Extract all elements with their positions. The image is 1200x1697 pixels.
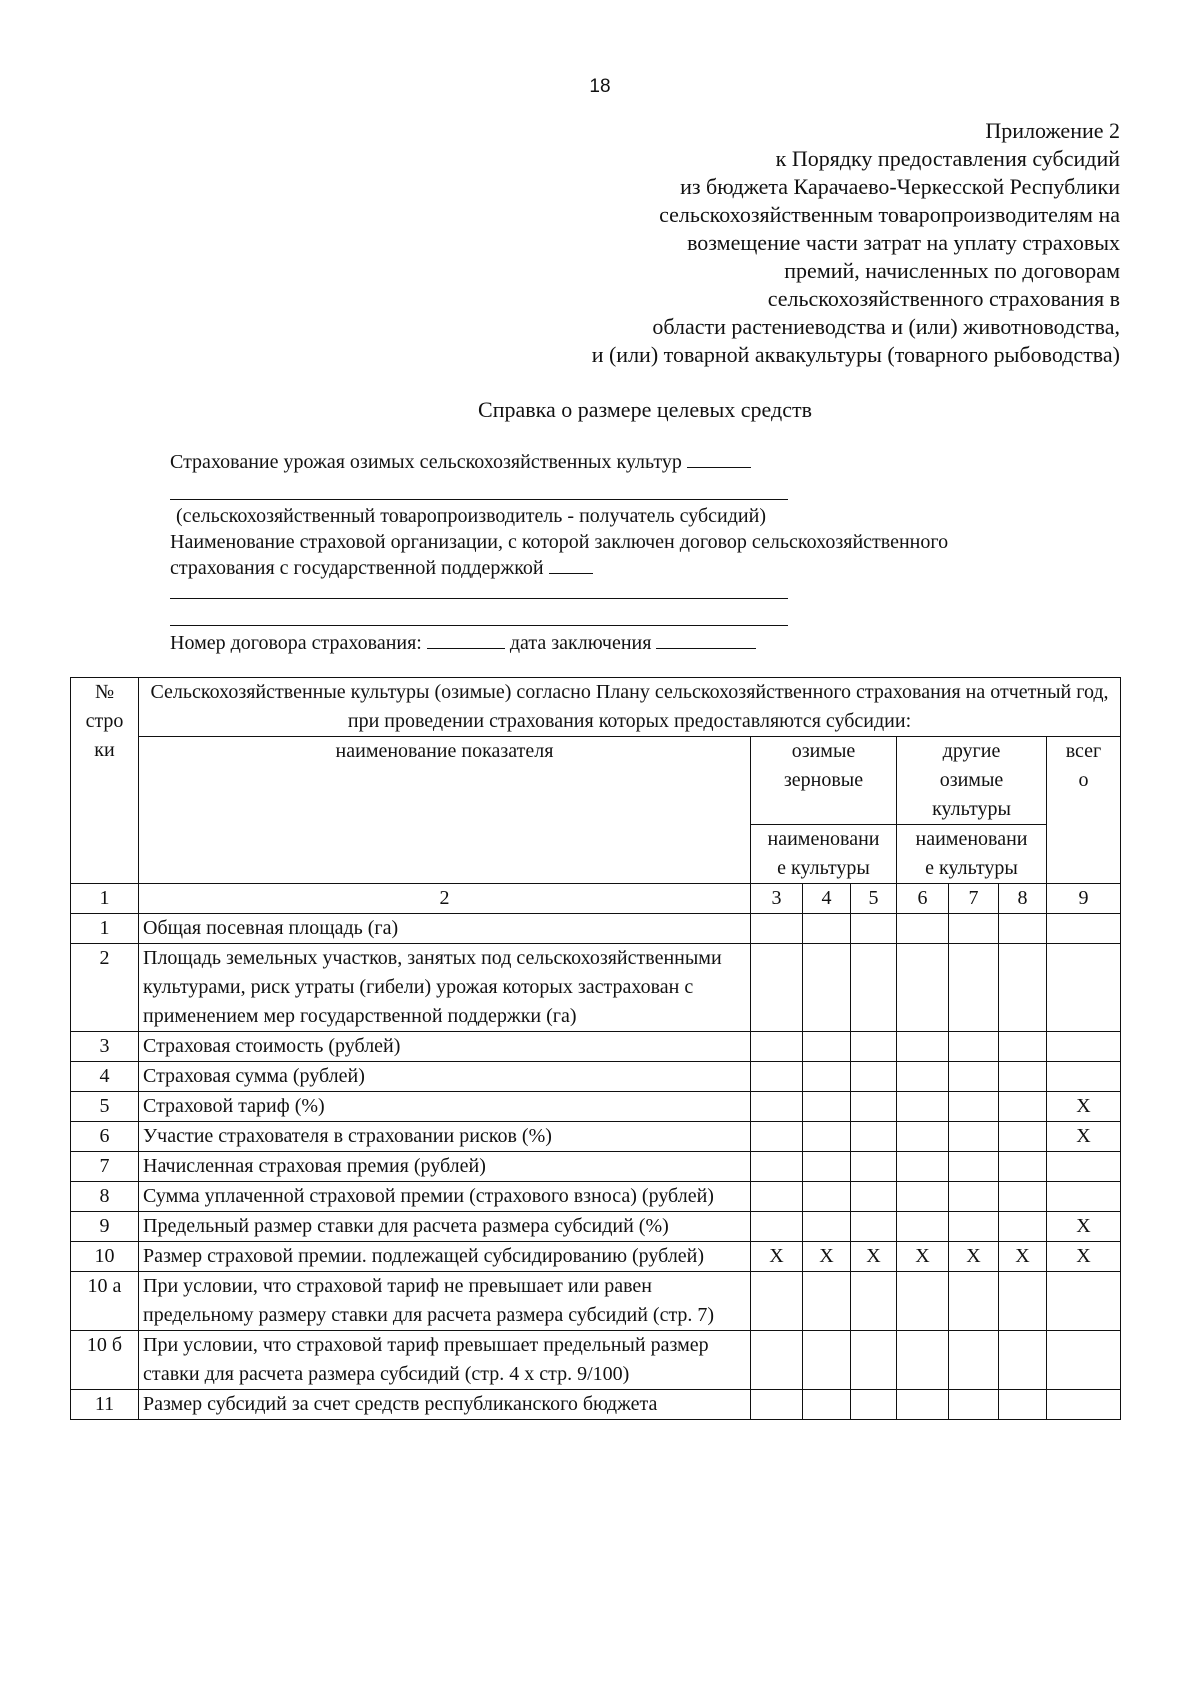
indicator-cell: Размер страховой премии. подлежащей субсидированию (рублей) (139, 1242, 751, 1272)
value-cell[interactable] (1047, 1390, 1121, 1420)
value-cell: X (751, 1242, 803, 1272)
column-number: 5 (851, 884, 897, 914)
table-row (71, 1062, 1121, 1092)
value-cell[interactable] (751, 1062, 803, 1092)
other-crop-name-header (897, 825, 1047, 884)
row-number-cell: 9 (71, 1212, 139, 1242)
row-number-cell: 8 (71, 1182, 139, 1212)
value-cell[interactable] (851, 1331, 897, 1390)
value-cell[interactable] (751, 1331, 803, 1390)
indicator-cell: При условии, что страховой тариф превышает предельный размер ставки для расчета размера субсидий (стр. 4 х стр. 9/100) (139, 1331, 751, 1390)
value-cell[interactable] (851, 1032, 897, 1062)
indicator-cell: Сумма уплаченной страховой премии (страхового взноса) (рублей) (139, 1182, 751, 1212)
value-cell: X (897, 1242, 949, 1272)
contract-number-label: Номер договора страхования: (170, 632, 422, 654)
header-text: зерновые (783, 769, 864, 791)
column-number: 4 (803, 884, 851, 914)
value-cell[interactable] (751, 944, 803, 1032)
value-cell[interactable] (949, 1212, 999, 1242)
value-cell[interactable] (851, 944, 897, 1032)
indicator-cell: Общая посевная площадь (га) (139, 914, 751, 944)
column-number: 2 (139, 884, 751, 914)
value-cell: X (1047, 1212, 1121, 1242)
appendix-line: сельскохозяйственным товаропроизводителям на (659, 202, 1120, 227)
value-cell[interactable] (897, 1032, 949, 1062)
value-cell[interactable] (851, 1390, 897, 1420)
contract-field-row (170, 630, 1070, 656)
value-cell[interactable] (803, 944, 851, 1032)
header-text: другие (942, 740, 1001, 762)
value-cell[interactable] (1047, 1032, 1121, 1062)
row-number-cell: 3 (71, 1032, 139, 1062)
row-number-cell: 10 а (71, 1272, 139, 1331)
column-number-row (71, 884, 1121, 914)
value-cell[interactable] (851, 1062, 897, 1092)
table-row (71, 1390, 1121, 1420)
value-cell[interactable] (999, 1331, 1047, 1390)
row-number-cell: 7 (71, 1152, 139, 1182)
table-row (71, 914, 1121, 944)
appendix-line: сельскохозяйственного страхования в (767, 286, 1120, 311)
appendix-block (420, 117, 1120, 369)
value-cell[interactable] (999, 1182, 1047, 1212)
value-cell[interactable] (949, 1032, 999, 1062)
value-cell[interactable] (897, 1122, 949, 1152)
indicator-cell: Страховая стоимость (рублей) (139, 1032, 751, 1062)
insurer-blank-line-1[interactable] (170, 598, 788, 599)
column-number: 3 (751, 884, 803, 914)
value-cell[interactable] (803, 1182, 851, 1212)
table-row (71, 1272, 1121, 1331)
value-cell[interactable] (751, 1182, 803, 1212)
value-cell[interactable] (1047, 1152, 1121, 1182)
indicator-header: наименование показателя (139, 737, 751, 884)
appendix-line: возмещение части затрат на уплату страховых (687, 230, 1120, 255)
row-number-cell: 2 (71, 944, 139, 1032)
indicator-cell: Размер субсидий за счет средств республиканского бюджета (139, 1390, 751, 1420)
value-cell[interactable] (999, 1032, 1047, 1062)
value-cell: X (999, 1242, 1047, 1272)
value-cell[interactable] (851, 1152, 897, 1182)
value-cell[interactable] (949, 1182, 999, 1212)
value-cell[interactable] (897, 1272, 949, 1331)
value-cell[interactable] (999, 1122, 1047, 1152)
value-cell[interactable] (1047, 914, 1121, 944)
value-cell[interactable] (999, 914, 1047, 944)
value-cell[interactable] (999, 1092, 1047, 1122)
value-cell[interactable] (803, 1032, 851, 1062)
contract-number-blank[interactable] (427, 630, 505, 649)
column-number: 1 (71, 884, 139, 914)
value-cell: X (851, 1242, 897, 1272)
header-text: о (1078, 769, 1089, 791)
row-number-cell: 10 б (71, 1331, 139, 1390)
insurance-field-row (170, 449, 1070, 475)
column-number: 6 (897, 884, 949, 914)
value-cell[interactable] (751, 1390, 803, 1420)
value-cell: X (803, 1242, 851, 1272)
appendix-line: и (или) товарной аквакультуры (товарного рыбоводства) (591, 342, 1120, 367)
value-cell[interactable] (999, 1390, 1047, 1420)
value-cell[interactable] (949, 1122, 999, 1152)
target-funds-table (70, 677, 1121, 1420)
value-cell[interactable] (949, 1272, 999, 1331)
value-cell[interactable] (949, 1152, 999, 1182)
value-cell[interactable] (803, 1272, 851, 1331)
value-cell[interactable] (897, 1092, 949, 1122)
indicator-cell: Начисленная страховая премия (рублей) (139, 1152, 751, 1182)
value-cell[interactable] (897, 1182, 949, 1212)
value-cell[interactable] (851, 1122, 897, 1152)
value-cell[interactable] (897, 1390, 949, 1420)
value-cell[interactable] (999, 1272, 1047, 1331)
insurer-label-line1: Наименование страховой организации, с которой заключен договор сельскохозяйственного (170, 531, 949, 553)
row-number-cell: 10 (71, 1242, 139, 1272)
appendix-line: из бюджета Карачаево-Черкесской Республики (680, 174, 1120, 199)
indicator-cell: Предельный размер ставки для расчета размера субсидий (%) (139, 1212, 751, 1242)
value-cell[interactable] (751, 914, 803, 944)
table-row (71, 1032, 1121, 1062)
value-cell[interactable] (851, 1212, 897, 1242)
appendix-line: Приложение 2 (985, 118, 1120, 143)
value-cell[interactable] (803, 1331, 851, 1390)
header-text: наименовани (915, 828, 1028, 850)
header-text: культуры (932, 798, 1011, 820)
document-title: Справка о размере целевых средств (478, 397, 812, 422)
value-cell[interactable] (1047, 1182, 1121, 1212)
value-cell[interactable] (803, 1212, 851, 1242)
header-text: е культуры (777, 857, 870, 879)
value-cell: X (1047, 1122, 1121, 1152)
table-row (71, 1242, 1121, 1272)
indicator-cell: Страховая сумма (рублей) (139, 1062, 751, 1092)
value-cell[interactable] (751, 1032, 803, 1062)
grain-crop-name-header (751, 825, 897, 884)
value-cell[interactable] (999, 1152, 1047, 1182)
row-number-cell: 5 (71, 1092, 139, 1122)
value-cell: X (949, 1242, 999, 1272)
table-row (71, 1152, 1121, 1182)
table-row (71, 1092, 1121, 1122)
header-text: стро (85, 710, 124, 732)
value-cell[interactable] (1047, 1272, 1121, 1331)
value-cell[interactable] (751, 1152, 803, 1182)
insurance-blank[interactable] (687, 449, 751, 468)
table-row (71, 944, 1121, 1032)
contract-date-blank[interactable] (656, 630, 756, 649)
indicator-cell: Участие страхователя в страховании рисков (%) (139, 1122, 751, 1152)
insurer-field-row (170, 555, 1070, 581)
value-cell[interactable] (897, 914, 949, 944)
total-header (1047, 737, 1121, 884)
value-cell[interactable] (949, 1390, 999, 1420)
insurer-label-line2: страхования с государственной поддержкой (170, 557, 544, 579)
page-number: 18 (589, 76, 611, 97)
value-cell[interactable] (897, 1331, 949, 1390)
header-text: озимые (939, 769, 1004, 791)
column-number: 8 (999, 884, 1047, 914)
crops-header: Сельскохозяйственные культуры (озимые) согласно Плану сельскохозяйственного страхования на отчетный год, при проведении страхования которых предоставляются субсидии: (139, 678, 1121, 737)
table-row (71, 1122, 1121, 1152)
indicator-cell: Площадь земельных участков, занятых под сельскохозяйственными культурами, риск утраты (гибели) урожая которых застрахован с применением мер государственной поддержки (га) (139, 944, 751, 1032)
insurer-blank[interactable] (549, 555, 593, 574)
value-cell[interactable] (949, 1062, 999, 1092)
value-cell[interactable] (1047, 1062, 1121, 1092)
value-cell[interactable] (803, 1092, 851, 1122)
value-cell[interactable] (751, 1092, 803, 1122)
value-cell[interactable] (803, 914, 851, 944)
winter-grain-header (751, 737, 897, 825)
value-cell[interactable] (999, 1062, 1047, 1092)
insurer-blank-line-2[interactable] (170, 625, 788, 626)
value-cell[interactable] (803, 1390, 851, 1420)
header-text: наименовани (767, 828, 880, 850)
appendix-line: премий, начисленных по договорам (784, 258, 1120, 283)
table-row (71, 1212, 1121, 1242)
appendix-line: области растениеводства и (или) животноводства, (652, 314, 1120, 339)
table-body (71, 914, 1121, 1420)
value-cell[interactable] (999, 1212, 1047, 1242)
header-text: озимые (791, 740, 856, 762)
column-number: 9 (1047, 884, 1121, 914)
row-number-header (71, 678, 139, 884)
value-cell[interactable] (1047, 944, 1121, 1032)
value-cell[interactable] (751, 1272, 803, 1331)
appendix-line: к Порядку предоставления субсидий (775, 146, 1120, 171)
header-row-groups (71, 737, 1121, 825)
row-number-cell: 11 (71, 1390, 139, 1420)
value-cell[interactable] (751, 1122, 803, 1152)
indicator-cell: При условии, что страховой тариф не превышает или равен предельному размеру ставки для расчета размера субсидий (стр. 7) (139, 1272, 751, 1331)
value-cell: X (1047, 1092, 1121, 1122)
contract-date-label: дата заключения (509, 632, 652, 654)
value-cell[interactable] (803, 1062, 851, 1092)
value-cell[interactable] (897, 1062, 949, 1092)
value-cell[interactable] (803, 1122, 851, 1152)
value-cell[interactable] (851, 1092, 897, 1122)
value-cell[interactable] (851, 1272, 897, 1331)
value-cell[interactable] (949, 1092, 999, 1122)
header-text: № (94, 681, 115, 703)
producer-caption: (сельскохозяйственный товаропроизводитель - получатель субсидий) (176, 505, 766, 527)
value-cell[interactable] (751, 1212, 803, 1242)
value-cell: X (1047, 1242, 1121, 1272)
value-cell[interactable] (897, 944, 949, 1032)
value-cell[interactable] (897, 1212, 949, 1242)
indicator-cell: Страховой тариф (%) (139, 1092, 751, 1122)
row-number-cell: 6 (71, 1122, 139, 1152)
header-text: ки (94, 739, 115, 761)
table-row (71, 1182, 1121, 1212)
header-text: всег (1065, 740, 1102, 762)
value-cell[interactable] (949, 944, 999, 1032)
other-winter-crops-header (897, 737, 1047, 825)
producer-blank-line[interactable] (170, 499, 788, 500)
header-row-title (71, 678, 1121, 737)
row-number-cell: 1 (71, 914, 139, 944)
value-cell[interactable] (999, 944, 1047, 1032)
value-cell[interactable] (949, 914, 999, 944)
insurance-label: Страхование урожая озимых сельскохозяйственных культур (170, 451, 682, 473)
value-cell[interactable] (851, 914, 897, 944)
value-cell[interactable] (897, 1152, 949, 1182)
value-cell[interactable] (851, 1182, 897, 1212)
table-row (71, 1331, 1121, 1390)
value-cell[interactable] (803, 1152, 851, 1182)
value-cell[interactable] (1047, 1331, 1121, 1390)
header-text: е культуры (925, 857, 1018, 879)
column-number: 7 (949, 884, 999, 914)
row-number-cell: 4 (71, 1062, 139, 1092)
value-cell[interactable] (949, 1331, 999, 1390)
